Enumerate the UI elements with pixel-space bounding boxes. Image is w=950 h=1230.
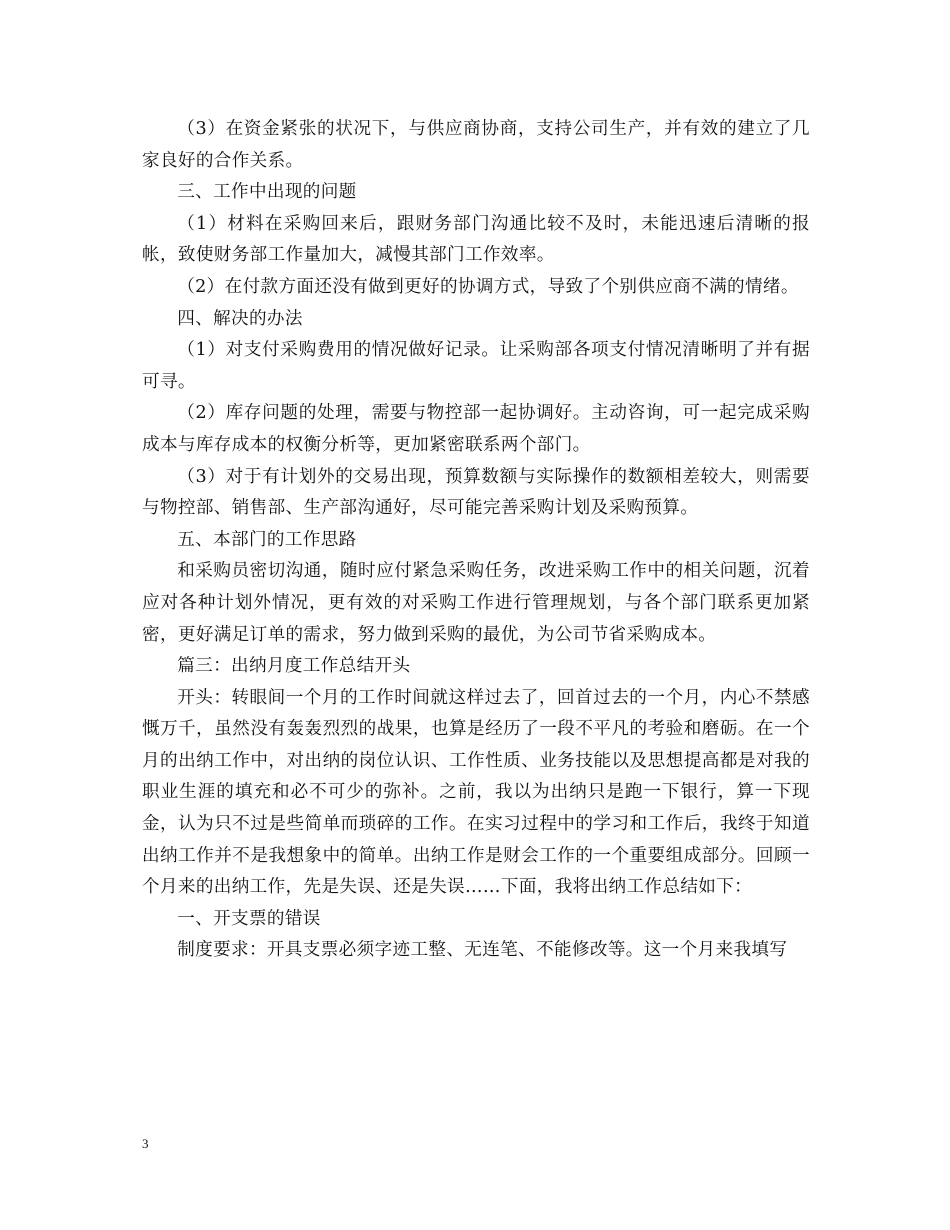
paragraph-solution-3-budget: （3）对于有计划外的交易出现，预算数额与实际操作的数额相差较大，则需要与物控部、销售部、生产部沟通好，尽可能完善采购计划及采购预算。: [142, 466, 810, 519]
paragraph-check-requirements: 制度要求：开具支票必须字迹工整、无连笔、不能修改等。这一个月来我填写: [177, 940, 788, 961]
section-heading-work-ideas: 五、本部门的工作思路: [177, 529, 357, 550]
paragraph-solution-2-inventory: （2）库存问题的处理，需要与物控部一起协调好。主动咨询，可一起完成采购成本与库存成本的权衡分析等，更加紧密联系两个部门。: [142, 403, 810, 455]
page-number: 3: [142, 1136, 149, 1151]
section-heading-problems: 三、工作中出现的问题: [177, 182, 357, 203]
paragraph-item-1-finance-communication: （1）材料在采购回来后，跟财务部门沟通比较不及时，未能迅速后清晰的报帐，致使财务部工作量加大，减慢其部门工作效率。: [142, 213, 810, 266]
paragraph-opening: 开头：转眼间一个月的工作时间就这样过去了，回首过去的一个月，内心不禁感慨万千，虽然没有轰轰烈烈的战果，也算是经历了一段不平凡的考验和磨砺。在一个月的出纳工作中，对出纳的岗位认识、工作性质、业务技能以及思想提高都是对我的职业生涯的填充和必不可少的弥补。之前，我以为出纳只是跑一下银行，算一下现金，认为只不过是些简单而琐碎的工作。在实习过程中的学习和工作后，我终于知道出纳工作并不是我想象中的简单。出纳工作是财会工作的一个重要组成部分。回顾一个月来的出纳工作，先是失误、还是失误……下面，我将出纳工作总结如下：: [142, 687, 810, 898]
paragraph-solution-1-records: （1）对支付采购费用的情况做好记录。让采购部各项支付情况清晰明了并有据可寻。: [142, 340, 810, 392]
paragraph-item-3-supplier-cooperation: （3）在资金紧张的状况下，与供应商协商，支持公司生产，并有效的建立了几家良好的合作关系。: [142, 119, 810, 171]
section-heading-check-errors: 一、开支票的错误: [177, 908, 321, 929]
chapter-heading-cashier-summary: 篇三：出纳月度工作总结开头: [177, 656, 411, 677]
section-heading-solutions: 四、解决的办法: [177, 308, 303, 329]
document-body: [142, 114, 810, 967]
paragraph-work-ideas: 和采购员密切沟通，随时应付紧急采购任务，改进采购工作中的相关问题，沉着应对各种计划外情况，更有效的对采购工作进行管理规划，与各个部门联系更加紧密，更好满足订单的需求，努力做到采购的最优，为公司节省采购成本。: [142, 561, 810, 645]
paragraph-item-2-payment-coordination: （2）在付款方面还没有做到更好的协调方式，导致了个别供应商不满的情绪。: [177, 276, 799, 297]
